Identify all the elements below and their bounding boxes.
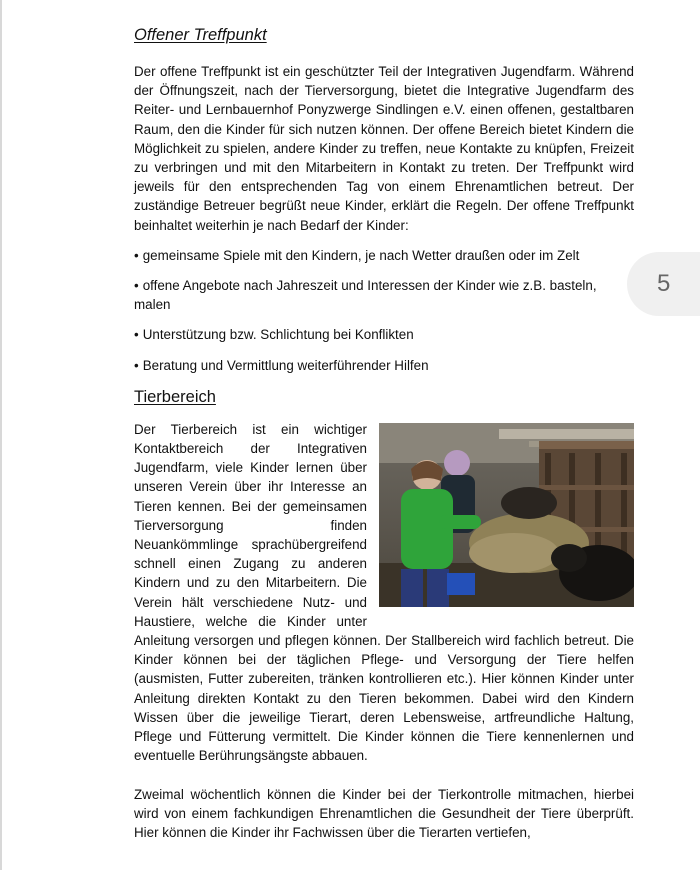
list-item	[134, 276, 634, 314]
page-number: 5	[657, 270, 671, 297]
list-item-text: Beratung und Vermittlung weiterführender Hilfen	[142, 357, 429, 373]
bullet-list	[134, 246, 634, 375]
page-number-indicator	[627, 252, 700, 316]
paragraph-treffpunkt-intro: Der offene Treffpunkt ist ein geschützter Teil der Integrativen Jugendfarm. Während der Öffnungszeit, nach der Tierversorgung, bietet die Integrative Jugendfarm des Reiter- und Lernbauernhof Ponyzwerge Sindlingen e.V. einen offenen, gestaltbaren Raum, den die Kinder für sich nutzen können. Der offene Bereich bietet Kindern die Möglichkeit zu spielen, andere Kinder zu treffen, neue Kontakte zu knüpfen, Freizeit zu verbringen und mit den Mitarbeitern in Kontakt zu treten. Der Treffpunkt wird jeweils für den entsprechenden Tag von einem Ehrenamtlichen betreut. Der zuständige Betreuer begrüßt neue Kinder, erklärt die Regeln. Der offene Treffpunkt beinhaltet weiterhin je nach Bedarf der Kinder:	[134, 64, 634, 233]
bullet-marker: •	[134, 327, 139, 343]
bullet-marker: •	[134, 278, 139, 294]
paragraph-tierbereich-2: Zweimal wöchentlich können die Kinder bei der Tierkontrolle mitmachen, hierbei wird von einem fachkundigen Ehrenamtlichen die Gesundheit der Tiere überprüft. Hier können die Kinder ihr Fachwissen über die Tierarten vertiefen,	[134, 786, 634, 840]
list-item	[134, 325, 634, 344]
heading-offener-treffpunkt: Offener Treffpunkt	[134, 26, 267, 44]
list-item	[134, 246, 634, 265]
document-page	[134, 24, 634, 842]
list-item	[134, 356, 634, 375]
bullet-marker: •	[134, 247, 139, 263]
list-item-text: offene Angebote nach Jahreszeit und Interessen der Kinder wie z.B. basteln, malen	[134, 278, 597, 313]
heading-tierbereich: Tierbereich	[134, 387, 216, 406]
paragraph-tierbereich-1: Der Tierbereich ist ein wichtiger Kontaktbereich der Integrativen Jugendfarm, viele Kinder lernen über unseren Verein über ihr Interesse an Tieren kennen. Bei der gemeinsamen Tierversorgung finden Neuankömmlinge sprachübergreifend schnell einen Zugang zu anderen Kindern und zu den Mitarbeitern. Die Verein hält verschiedene Nutz- und Haustiere, welche die Kinder unter Anleitung versorgen und pflegen können. Der Stallbereich wird fachlich betreut. Die Kinder können bei der täglichen Pflege- und Versorgung der Tiere helfen (ausmisten, Futter zubereiten, tränken kontrollieren etc.). Hier können Kinder unter Anleitung direkten Kontakt zu den Tieren bekommen. Dabei wird den Kindern Wissen über die jeweilige Tierart, deren Lebensweise, artfreundliche Haltung, Pflege und Fütterung vermittelt. Die Kinder können die Tiere kennenlernen und eventuelle Berührungsängste abbauen.	[134, 421, 634, 764]
list-item-text: Unterstützung bzw. Schlichtung bei Konflikten	[142, 327, 414, 343]
page-edge	[0, 0, 2, 870]
list-item-text: gemeinsame Spiele mit den Kindern, je nach Wetter draußen oder im Zelt	[142, 247, 580, 263]
bullet-marker: •	[134, 357, 139, 373]
farm-photo	[379, 423, 634, 607]
tierbereich-block	[134, 420, 634, 842]
